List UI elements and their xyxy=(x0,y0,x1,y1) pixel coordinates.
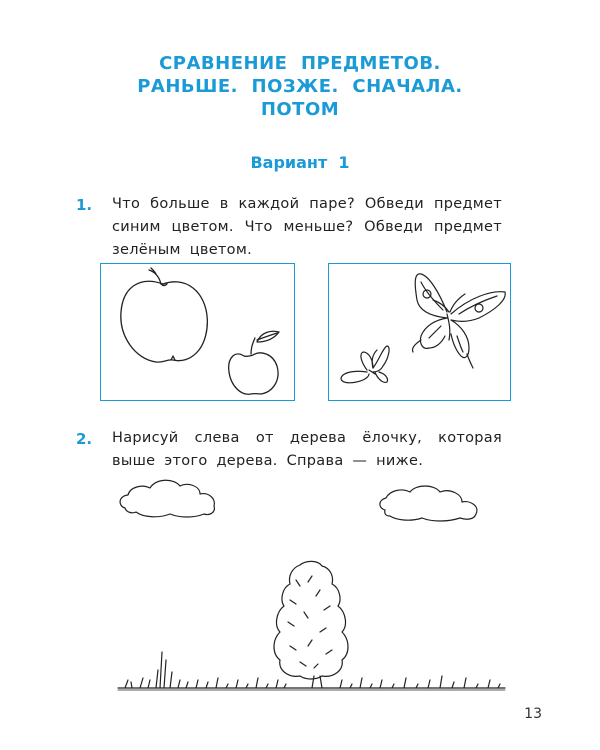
cloud-right-icon xyxy=(380,486,477,521)
task-1-number: 1. xyxy=(76,196,93,214)
task-1-text: Что больше в каждой паре? Обведи предмет синим цветом. Что меньше? Обведи предмет зелёным цветом. xyxy=(112,196,502,258)
tree-icon xyxy=(274,561,348,688)
task-2-number: 2. xyxy=(76,430,93,448)
title-line-2: РАНЬШЕ. ПОЗЖЕ. СНАЧАЛА. xyxy=(137,76,463,97)
title-line-3: ПОТОМ xyxy=(260,99,340,120)
title-line-1: СРАВНЕНИЕ ПРЕДМЕТОВ. xyxy=(159,53,441,74)
cloud-left-icon xyxy=(120,480,214,517)
variant-heading: Вариант 1 xyxy=(250,153,350,172)
task-2-text: Нарисуй слева от дерева ёлочку, которая выше этого дерева. Справа — ниже. xyxy=(112,430,502,469)
page-number: 13 xyxy=(524,706,542,722)
